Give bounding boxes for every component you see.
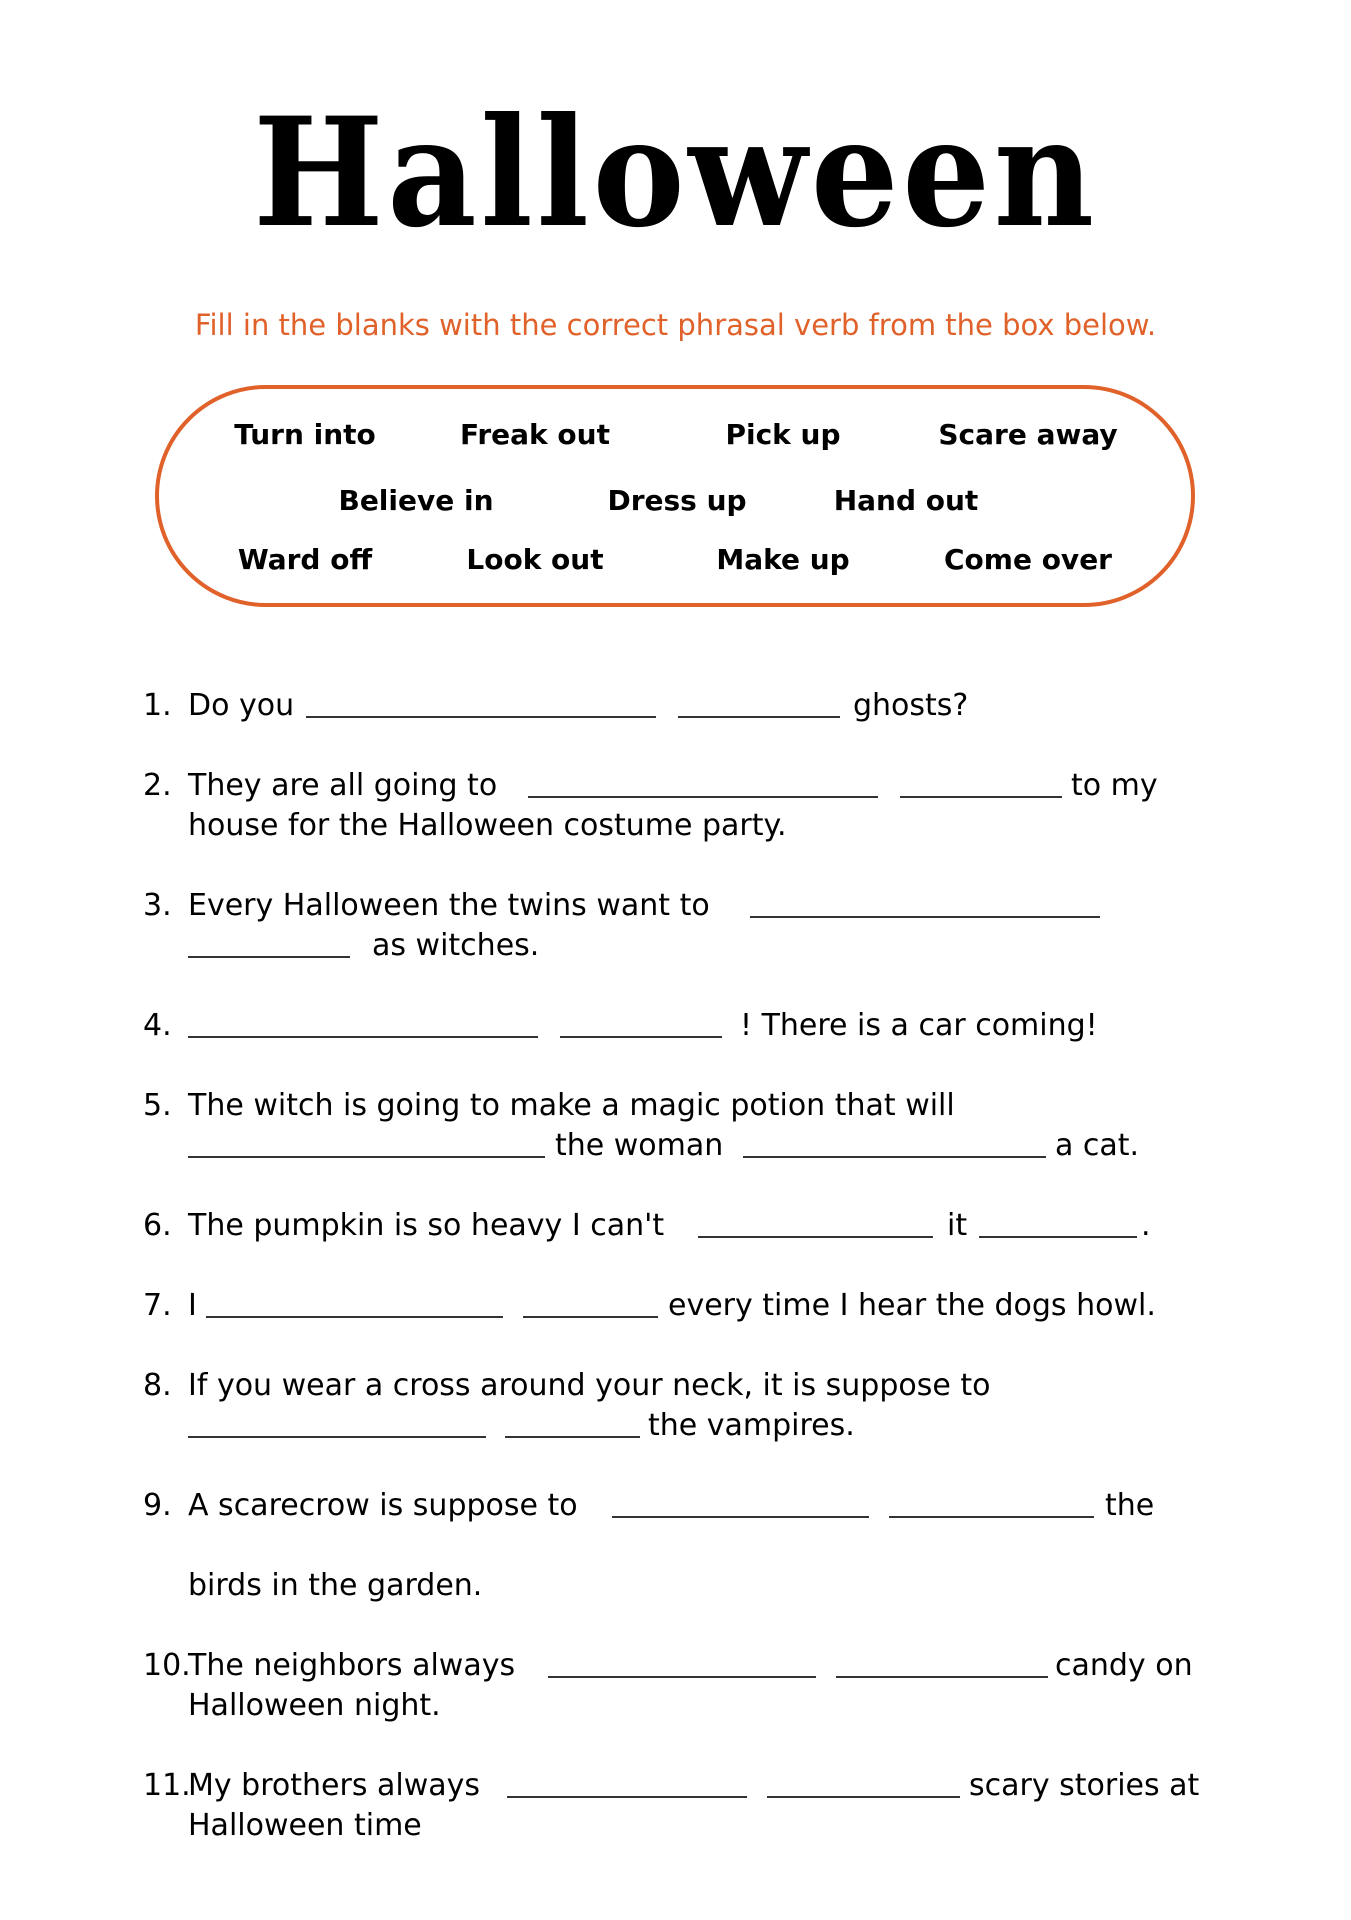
word-come-over: Come over (944, 543, 1112, 576)
word-look-out: Look out (466, 543, 604, 576)
answer-blank[interactable] (505, 1436, 640, 1438)
answer-blank[interactable] (678, 716, 840, 718)
page-title: Halloween (253, 85, 1098, 261)
answer-blank[interactable] (188, 1036, 538, 1038)
word-scare-away: Scare away (938, 418, 1118, 451)
word-make-up: Make up (716, 543, 850, 576)
answer-blank[interactable] (767, 1796, 960, 1798)
word-turn-into: Turn into (234, 418, 376, 451)
answer-blank[interactable] (206, 1316, 503, 1318)
instruction-text: Fill in the blanks with the correct phrasal verb from the box below. (194, 308, 1157, 342)
answer-blank[interactable] (548, 1676, 816, 1678)
answer-blank[interactable] (612, 1516, 869, 1518)
answer-blank[interactable] (523, 1316, 658, 1318)
answer-blank[interactable] (188, 1156, 545, 1158)
answer-blank[interactable] (750, 916, 1100, 918)
answer-blank[interactable] (889, 1516, 1094, 1518)
word-ward-off: Ward off (237, 543, 373, 576)
answer-blank[interactable] (836, 1676, 1048, 1678)
answer-blank[interactable] (306, 716, 656, 718)
answer-blank[interactable] (507, 1796, 747, 1798)
answer-blank[interactable] (188, 956, 350, 958)
answer-blank[interactable] (979, 1236, 1137, 1238)
answer-blank[interactable] (560, 1036, 722, 1038)
answer-blank[interactable] (188, 1436, 486, 1438)
word-dress-up: Dress up (607, 484, 747, 517)
answer-blank[interactable] (698, 1236, 933, 1238)
answer-blank[interactable] (900, 796, 1062, 798)
question-4-number: 4. (143, 1008, 172, 1043)
answer-blank[interactable] (528, 796, 878, 798)
answer-blank[interactable] (743, 1156, 1046, 1158)
word-pick-up: Pick up (725, 418, 841, 451)
word-hand-out: Hand out (833, 484, 979, 517)
word-believe-in: Believe in (338, 484, 494, 517)
word-freak-out: Freak out (460, 418, 610, 451)
